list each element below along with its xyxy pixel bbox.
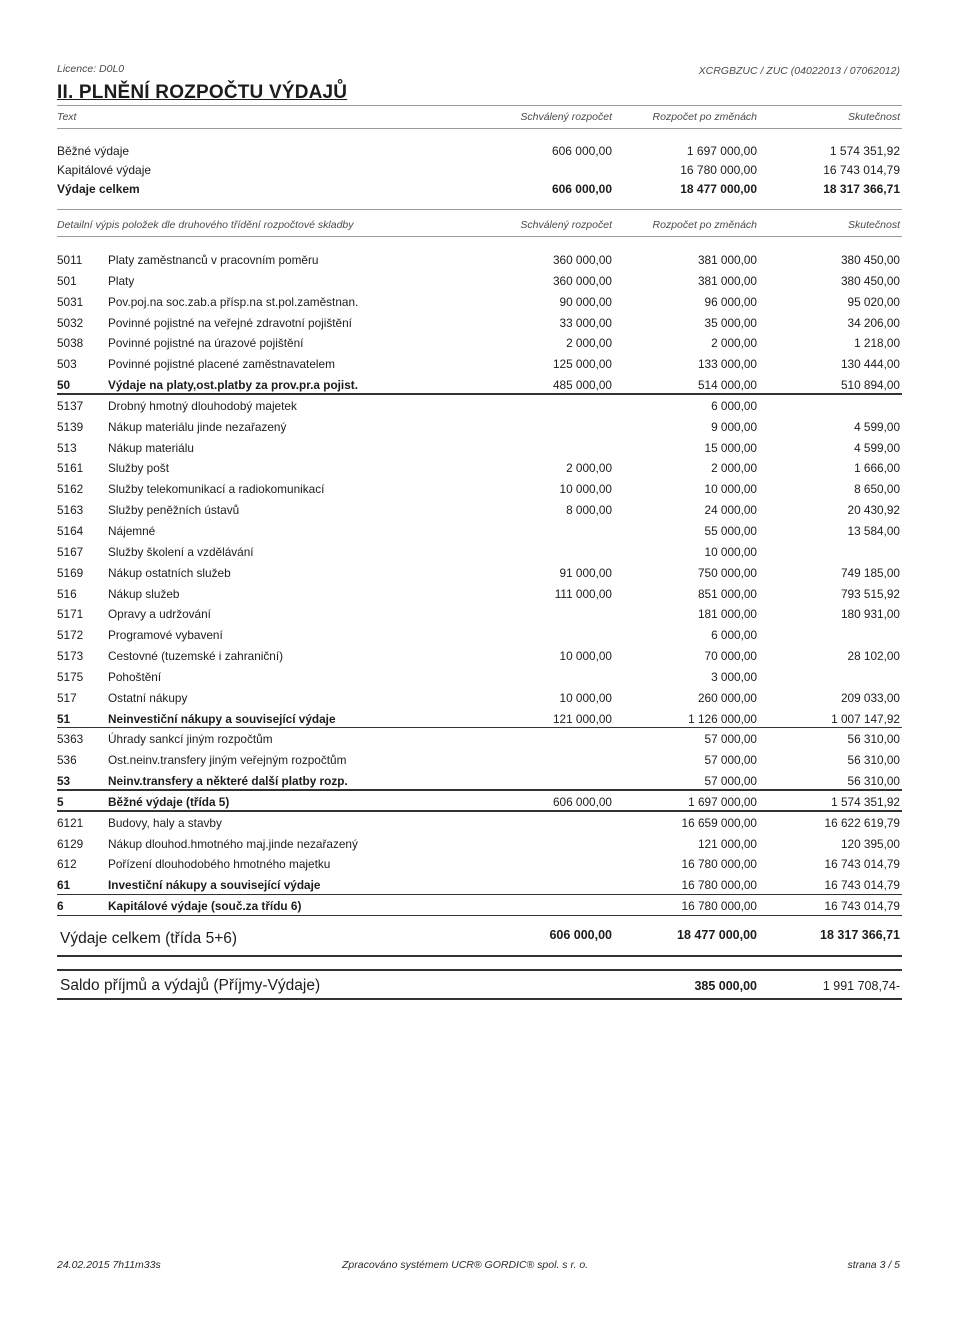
- summary-schvaleny: 606 000,00: [551, 144, 612, 158]
- detail-po-zmenach-header: Rozpočet po změnách: [652, 219, 757, 231]
- item-name: Ostatní nákupy: [108, 690, 188, 705]
- table-row: [57, 249, 902, 270]
- item-po-zmenach: 55 000,00: [704, 523, 757, 538]
- item-code: 503: [57, 357, 77, 372]
- table-row: [57, 624, 902, 645]
- item-schvaleny: 2 000,00: [566, 336, 612, 351]
- summary-label: Výdaje celkem: [57, 182, 140, 196]
- item-code: 5: [57, 794, 64, 809]
- item-code: 6: [57, 899, 64, 914]
- item-skutecnost: 95 020,00: [847, 294, 900, 309]
- item-schvaleny: 91 000,00: [559, 565, 612, 580]
- detail-skutecnost-header: Skutečnost: [848, 219, 900, 231]
- table-row: [57, 603, 902, 624]
- summary-po-zmenach: 1 697 000,00: [686, 144, 757, 158]
- table-row: [57, 332, 902, 353]
- grand-total-schvaleny: 606 000,00: [549, 928, 612, 942]
- saldo-row: [57, 973, 902, 999]
- item-name: Povinné pojistné na veřejné zdravotní pojištění: [108, 315, 352, 330]
- item-po-zmenach: 1 126 000,00: [688, 711, 757, 726]
- saldo-label: Saldo příjmů a výdajů (Příjmy-Výdaje): [60, 977, 321, 994]
- item-name: Úhrady sankcí jiným rozpočtům: [108, 732, 273, 747]
- table-row: [57, 312, 902, 333]
- table-row-subtotal: [57, 895, 902, 916]
- item-schvaleny: 125 000,00: [552, 357, 612, 372]
- item-schvaleny: 33 000,00: [559, 315, 612, 330]
- summary-po-zmenach: 16 780 000,00: [680, 163, 757, 177]
- item-po-zmenach: 16 659 000,00: [681, 815, 757, 830]
- item-code: 61: [57, 878, 71, 893]
- item-name: Neinv.transfery a některé další platby rozp.: [108, 774, 348, 789]
- item-code: 5038: [57, 336, 84, 351]
- item-schvaleny: 121 000,00: [552, 711, 612, 726]
- item-schvaleny: 10 000,00: [559, 482, 612, 497]
- item-skutecnost: 8 650,00: [854, 482, 900, 497]
- saldo-skutecnost: 1 991 708,74-: [822, 979, 900, 993]
- item-skutecnost: 380 450,00: [840, 273, 900, 288]
- item-skutecnost: 120 395,00: [840, 836, 900, 851]
- divider: [57, 236, 902, 237]
- table-row-subtotal: [57, 770, 902, 791]
- summary-skutecnost: 18 317 366,71: [823, 182, 900, 196]
- item-name: Pořízení dlouhodobého hmotného majetku: [108, 857, 331, 872]
- item-name: Běžné výdaje (třída 5): [108, 794, 230, 809]
- item-schvaleny: 111 000,00: [554, 586, 612, 601]
- table-row: [57, 728, 902, 749]
- licence-label: Licence: D0L0: [57, 63, 125, 75]
- item-po-zmenach: 57 000,00: [704, 774, 757, 789]
- divider: [57, 128, 902, 129]
- grand-total-skutecnost: 18 317 366,71: [820, 928, 900, 942]
- item-name: Drobný hmotný dlouhodobý majetek: [108, 398, 297, 413]
- item-code: 5173: [57, 649, 84, 664]
- item-po-zmenach: 750 000,00: [697, 565, 757, 580]
- col-skutecnost-header: Skutečnost: [848, 111, 900, 123]
- detail-text-header: Detailní výpis položek dle druhového třídění rozpočtové skladby: [57, 219, 354, 231]
- grand-total-label: Výdaje celkem (třída 5+6): [60, 930, 238, 947]
- item-po-zmenach: 16 780 000,00: [681, 878, 757, 893]
- detail-schvaleny-header: Schválený rozpočet: [520, 219, 612, 231]
- item-po-zmenach: 57 000,00: [704, 732, 757, 747]
- item-code: 612: [57, 857, 77, 872]
- item-skutecnost: 13 584,00: [847, 523, 900, 538]
- item-po-zmenach: 381 000,00: [697, 253, 757, 267]
- item-po-zmenach: 514 000,00: [697, 378, 757, 393]
- item-name: Platy zaměstnanců v pracovním poměru: [108, 253, 319, 267]
- item-name: Cestovné (tuzemské i zahraniční): [108, 649, 284, 664]
- item-skutecnost: 16 743 014,79: [824, 878, 900, 893]
- item-name: Nákup dlouhod.hmotného maj.jinde nezařazený: [108, 836, 358, 851]
- table-row-subtotal: [57, 708, 902, 729]
- saldo-po-zmenach: 385 000,00: [694, 979, 757, 993]
- item-schvaleny: 485 000,00: [552, 378, 612, 393]
- col-po-zmenach-header: Rozpočet po změnách: [652, 111, 757, 123]
- item-skutecnost: 28 102,00: [847, 649, 900, 664]
- summary-po-zmenach: 18 477 000,00: [680, 182, 757, 196]
- item-skutecnost: 16 622 619,79: [824, 815, 900, 830]
- item-skutecnost: 16 743 014,79: [824, 857, 900, 872]
- item-skutecnost: 1 666,00: [854, 461, 900, 476]
- item-po-zmenach: 6 000,00: [711, 628, 757, 643]
- item-po-zmenach: 133 000,00: [697, 357, 757, 372]
- item-skutecnost: 380 450,00: [840, 253, 900, 267]
- item-schvaleny: 10 000,00: [559, 649, 612, 664]
- item-name: Nájemné: [108, 523, 156, 538]
- item-skutecnost: 749 185,00: [840, 565, 900, 580]
- item-code: 5137: [57, 398, 84, 413]
- item-name: Povinné pojistné placené zaměstnavatelem: [108, 357, 335, 372]
- grand-total-po-zmenach: 18 477 000,00: [677, 928, 757, 942]
- table-row: [57, 520, 902, 541]
- item-skutecnost: 56 310,00: [847, 732, 900, 747]
- item-name: Nákup služeb: [108, 586, 180, 601]
- item-code: 6129: [57, 836, 84, 851]
- item-schvaleny: 360 000,00: [552, 253, 612, 267]
- table-row: [57, 583, 902, 604]
- table-row: [57, 853, 902, 874]
- item-po-zmenach: 57 000,00: [704, 753, 757, 768]
- item-code: 5171: [57, 607, 84, 622]
- table-row: [57, 499, 902, 520]
- item-name: Pov.poj.na soc.zab.a přísp.na st.pol.zaměstnan.: [108, 294, 359, 309]
- table-row: [57, 478, 902, 499]
- item-po-zmenach: 3 000,00: [711, 669, 757, 684]
- item-code: 5175: [57, 669, 84, 684]
- summary-schvaleny: 606 000,00: [551, 182, 612, 196]
- item-skutecnost: 4 599,00: [854, 440, 900, 455]
- item-code: 5162: [57, 482, 84, 497]
- item-po-zmenach: 851 000,00: [697, 586, 757, 601]
- item-name: Nákup ostatních služeb: [108, 565, 231, 580]
- divider: [57, 998, 902, 1000]
- item-po-zmenach: 16 780 000,00: [681, 899, 757, 914]
- item-code: 5032: [57, 315, 84, 330]
- item-code: 501: [57, 273, 77, 288]
- table-row: [57, 395, 902, 416]
- item-po-zmenach: 15 000,00: [704, 440, 757, 455]
- detail-table: [57, 249, 902, 916]
- item-po-zmenach: 35 000,00: [704, 315, 757, 330]
- item-code: 5161: [57, 461, 84, 476]
- summary-row: [57, 161, 902, 179]
- item-po-zmenach: 260 000,00: [697, 690, 757, 705]
- item-po-zmenach: 6 000,00: [711, 398, 757, 413]
- item-po-zmenach: 96 000,00: [704, 294, 757, 309]
- table-row: [57, 666, 902, 687]
- item-name: Opravy a udržování: [108, 607, 211, 622]
- table-row-subtotal: [57, 874, 902, 895]
- item-po-zmenach: 10 000,00: [704, 482, 757, 497]
- item-name: Ost.neinv.transfery jiným veřejným rozpočtům: [108, 753, 347, 768]
- item-name: Budovy, haly a stavby: [108, 815, 222, 830]
- item-po-zmenach: 2 000,00: [711, 336, 757, 351]
- item-code: 5164: [57, 523, 84, 538]
- item-po-zmenach: 1 697 000,00: [688, 794, 757, 809]
- summary-skutecnost: 16 743 014,79: [823, 163, 900, 177]
- item-po-zmenach: 24 000,00: [704, 503, 757, 518]
- divider: [57, 105, 902, 106]
- item-name: Programové vybavení: [108, 628, 223, 643]
- item-name: Služby pošt: [108, 461, 169, 476]
- summary-label: Běžné výdaje: [57, 144, 130, 158]
- item-skutecnost: 20 430,92: [847, 503, 900, 518]
- item-name: Služby telekomunikací a radiokomunikací: [108, 482, 325, 497]
- table-row: [57, 812, 902, 833]
- item-code: 53: [57, 774, 71, 789]
- summary-row-total: [57, 180, 902, 198]
- item-name: Investiční nákupy a související výdaje: [108, 878, 321, 893]
- item-skutecnost: 130 444,00: [840, 357, 900, 372]
- item-name: Výdaje na platy,ost.platby za prov.pr.a pojist.: [108, 378, 358, 393]
- item-name: Nákup materiálu: [108, 440, 194, 455]
- item-code: 50: [57, 378, 71, 393]
- table-row: [57, 749, 902, 770]
- item-schvaleny: 10 000,00: [559, 690, 612, 705]
- table-row: [57, 687, 902, 708]
- item-name: Platy: [108, 273, 135, 288]
- table-row: [57, 416, 902, 437]
- summary-row: [57, 142, 902, 160]
- item-skutecnost: 180 931,00: [840, 607, 900, 622]
- item-name: Pohoštění: [108, 669, 162, 684]
- page-title: II. PLNĚNÍ ROZPOČTU VÝDAJŮ: [57, 82, 348, 103]
- item-code: 5169: [57, 565, 84, 580]
- item-code: 6121: [57, 815, 84, 830]
- divider: [57, 969, 902, 971]
- table-row: [57, 291, 902, 312]
- table-row: [57, 437, 902, 458]
- grand-total-row: [57, 926, 902, 952]
- item-po-zmenach: 9 000,00: [711, 419, 757, 434]
- item-schvaleny: 90 000,00: [559, 294, 612, 309]
- table-row: [57, 562, 902, 583]
- table-row-subtotal: [57, 374, 902, 395]
- item-code: 513: [57, 440, 77, 455]
- table-row: [57, 541, 902, 562]
- item-po-zmenach: 70 000,00: [704, 649, 757, 664]
- col-text-header: Text: [57, 111, 77, 123]
- item-skutecnost: 56 310,00: [847, 753, 900, 768]
- item-code: 5011: [57, 253, 83, 267]
- item-schvaleny: 360 000,00: [552, 273, 612, 288]
- item-skutecnost: 1 218,00: [854, 336, 900, 351]
- item-skutecnost: 4 599,00: [854, 419, 900, 434]
- item-po-zmenach: 10 000,00: [704, 544, 757, 559]
- divider: [57, 209, 902, 210]
- item-code: 5167: [57, 544, 84, 559]
- item-code: 51: [57, 711, 71, 726]
- item-code: 5031: [57, 294, 84, 309]
- item-schvaleny: 2 000,00: [566, 461, 612, 476]
- table-row-subtotal: [57, 791, 902, 812]
- col-schvaleny-header: Schválený rozpočet: [520, 111, 612, 123]
- item-skutecnost: 793 515,92: [840, 586, 900, 601]
- item-name: Povinné pojistné na úrazové pojištění: [108, 336, 304, 351]
- item-po-zmenach: 381 000,00: [697, 273, 757, 288]
- item-skutecnost: 34 206,00: [847, 315, 900, 330]
- item-skutecnost: 16 743 014,79: [824, 899, 900, 914]
- table-row: [57, 457, 902, 478]
- item-code: 517: [57, 690, 77, 705]
- table-row: [57, 270, 902, 291]
- item-schvaleny: 8 000,00: [566, 503, 612, 518]
- footer-page-number: strana 3 / 5: [847, 1259, 900, 1271]
- summary-label: Kapitálové výdaje: [57, 163, 152, 177]
- item-schvaleny: 606 000,00: [552, 794, 612, 809]
- table-row: [57, 645, 902, 666]
- item-po-zmenach: 2 000,00: [711, 461, 757, 476]
- item-name: Služby peněžních ústavů: [108, 503, 240, 518]
- table-row: [57, 353, 902, 374]
- item-name: Kapitálové výdaje (souč.za třídu 6): [108, 899, 302, 914]
- item-name: Neinvestiční nákupy a související výdaje: [108, 711, 336, 726]
- item-skutecnost: 510 894,00: [840, 378, 900, 393]
- item-skutecnost: 56 310,00: [847, 774, 900, 789]
- item-skutecnost: 209 033,00: [840, 690, 900, 705]
- footer-date: 24.02.2015 7h11m33s: [57, 1259, 161, 1271]
- document-id: XCRGBZUC / ZUC (04022013 / 07062012): [698, 65, 900, 77]
- item-skutecnost: 1 574 351,92: [831, 794, 900, 809]
- item-code: 5172: [57, 628, 84, 643]
- item-code: 5363: [57, 732, 84, 747]
- item-po-zmenach: 181 000,00: [697, 607, 757, 622]
- item-name: Nákup materiálu jinde nezařazený: [108, 419, 287, 434]
- item-code: 5139: [57, 419, 84, 434]
- divider: [57, 955, 902, 957]
- item-po-zmenach: 121 000,00: [697, 836, 757, 851]
- item-skutecnost: 1 007 147,92: [831, 711, 900, 726]
- item-name: Služby školení a vzdělávání: [108, 544, 254, 559]
- item-code: 536: [57, 753, 77, 768]
- summary-skutecnost: 1 574 351,92: [829, 144, 900, 158]
- item-code: 5163: [57, 503, 84, 518]
- table-row: [57, 833, 902, 854]
- item-code: 516: [57, 586, 77, 601]
- footer-system: Zpracováno systémem UCR® GORDIC® spol. s r. o.: [342, 1259, 589, 1271]
- item-po-zmenach: 16 780 000,00: [681, 857, 757, 872]
